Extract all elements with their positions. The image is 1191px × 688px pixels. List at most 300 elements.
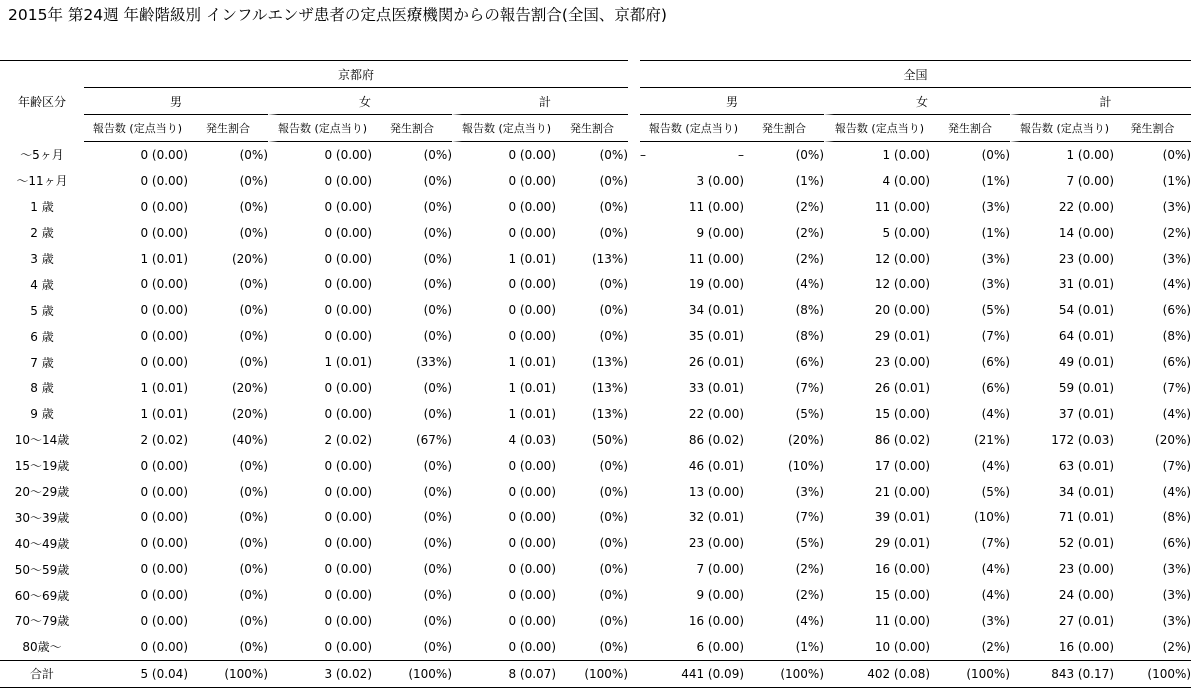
national-total-ratio: (2%) — [1162, 639, 1191, 654]
kyoto-female-reports: 0 (0.00) — [324, 380, 372, 395]
national-male-reports: 86 (0.02) — [688, 432, 745, 447]
national-total-reports: 16 (0.00) — [1058, 639, 1115, 654]
table-row — [0, 142, 1191, 168]
national-total-reports: 24 (0.00) — [1058, 588, 1115, 603]
region-gap — [628, 453, 640, 479]
national-female-reports: 26 (0.01) — [874, 380, 931, 395]
national-male-ratio: (20%) — [787, 432, 825, 447]
national-female-ratio: (0%) — [981, 147, 1011, 162]
kyoto-male-ratio: (0%) — [239, 536, 268, 551]
kyoto-female-reports: 0 (0.00) — [324, 147, 372, 162]
national-male-reports: 7 (0.00) — [696, 562, 745, 577]
table-row — [0, 479, 1191, 505]
national-male-dash — [640, 323, 664, 349]
kyoto-female-ratio: (0%) — [423, 329, 452, 344]
table-row — [0, 556, 1191, 582]
header-row-metrics — [0, 115, 1191, 142]
national-male-dash — [640, 530, 664, 556]
national-female-ratio: (100%) — [930, 660, 1010, 688]
kyoto-female-ratio: (0%) — [423, 303, 452, 318]
national-total-reports: 14 (0.00) — [1058, 225, 1115, 240]
kyoto-male-reports: 5 (0.04) — [84, 660, 188, 688]
national-male-reports: 35 (0.01) — [688, 329, 745, 344]
kyoto-male-reports: 0 (0.00) — [140, 510, 188, 525]
national-male-dash — [640, 401, 664, 427]
kyoto-female-ratio-header: 発生割合 — [372, 115, 452, 142]
kyoto-female-ratio: (0%) — [423, 277, 452, 292]
national-male-ratio: (6%) — [795, 355, 825, 370]
national-female-ratio: (4%) — [981, 406, 1011, 421]
age-cell: 8 歳 — [30, 381, 54, 396]
kyoto-male-reports: 0 (0.00) — [140, 329, 188, 344]
kyoto-male-ratio-header: 発生割合 — [188, 115, 268, 142]
national-female-reports: 86 (0.02) — [874, 432, 931, 447]
kyoto-male-reports: 0 (0.00) — [140, 225, 188, 240]
national-female-reports: 15 (0.00) — [874, 588, 931, 603]
national-male-reports: 3 (0.00) — [696, 173, 745, 188]
national-total-reports: 63 (0.01) — [1058, 458, 1115, 473]
age-cell: ～11ヶ月 — [16, 174, 68, 189]
kyoto-female-reports: 0 (0.00) — [324, 613, 372, 628]
region-gap — [628, 115, 640, 142]
national-female-ratio: (3%) — [981, 613, 1011, 628]
national-male-dash — [640, 194, 664, 220]
national-total-reports: 71 (0.01) — [1058, 510, 1115, 525]
kyoto-male-header: 男 — [84, 88, 268, 115]
kyoto-total-reports: 8 (0.07) — [452, 660, 556, 688]
kyoto-male-reports: 0 (0.00) — [140, 458, 188, 473]
region-gap — [628, 504, 640, 530]
national-total-ratio: (100%) — [1114, 660, 1191, 688]
age-cell: 3 歳 — [30, 252, 54, 266]
national-male-dash — [640, 220, 664, 246]
kyoto-total-reports: 0 (0.00) — [508, 613, 556, 628]
national-total-ratio: (2%) — [1162, 225, 1191, 240]
kyoto-male-reports: 1 (0.01) — [140, 251, 188, 266]
national-total-reports: 23 (0.00) — [1058, 562, 1115, 577]
national-male-reports: 11 (0.00) — [688, 251, 745, 266]
kyoto-female-reports: 0 (0.00) — [324, 251, 372, 266]
national-male-reports: 441 (0.09) — [664, 660, 744, 688]
national-male-dash — [640, 168, 664, 194]
region-gap — [628, 323, 640, 349]
national-male-ratio: (2%) — [795, 251, 825, 266]
table-row — [0, 168, 1191, 194]
national-male-reports: 46 (0.01) — [688, 458, 745, 473]
kyoto-total-ratio: (0%) — [599, 199, 629, 214]
national-female-reports: 20 (0.00) — [874, 303, 931, 318]
national-male-header: 男 — [640, 88, 824, 115]
kyoto-total-ratio: (0%) — [599, 277, 629, 292]
national-male-reports: 33 (0.01) — [688, 380, 745, 395]
national-female-ratio: (4%) — [981, 458, 1011, 473]
national-female-ratio: (1%) — [981, 173, 1011, 188]
national-female-reports: 16 (0.00) — [874, 562, 931, 577]
kyoto-total-reports: 0 (0.00) — [508, 173, 556, 188]
kyoto-total-reports: 0 (0.00) — [508, 510, 556, 525]
kyoto-total-reports: 0 (0.00) — [508, 225, 556, 240]
national-total-ratio: (3%) — [1162, 613, 1191, 628]
kyoto-female-ratio: (0%) — [423, 147, 452, 162]
kyoto-total-ratio: (0%) — [599, 225, 629, 240]
kyoto-total-ratio: (0%) — [599, 588, 629, 603]
national-male-dash — [640, 634, 664, 660]
table-row — [0, 220, 1191, 246]
header-row-sex — [0, 88, 1191, 115]
kyoto-male-reports: 0 (0.00) — [140, 613, 188, 628]
national-male-reports: 19 (0.00) — [688, 277, 745, 292]
kyoto-female-reports: 3 (0.02) — [268, 660, 372, 688]
national-male-dash — [640, 556, 664, 582]
kyoto-total-reports: 0 (0.00) — [508, 484, 556, 499]
kyoto-female-reports: 0 (0.00) — [324, 458, 372, 473]
kyoto-total-ratio: (13%) — [591, 380, 629, 395]
national-male-ratio: (1%) — [795, 639, 825, 654]
national-male-reports: 9 (0.00) — [696, 225, 745, 240]
national-female-reports: 11 (0.00) — [874, 613, 931, 628]
kyoto-total-reports: 0 (0.00) — [508, 458, 556, 473]
age-cell: 15～19歳 — [14, 459, 70, 474]
age-cell: 10～14歳 — [14, 433, 70, 448]
national-total-reports: 64 (0.01) — [1058, 329, 1115, 344]
kyoto-male-ratio: (20%) — [231, 380, 268, 395]
kyoto-male-reports: 2 (0.02) — [140, 432, 188, 447]
kyoto-male-reports: 0 (0.00) — [140, 199, 188, 214]
kyoto-female-ratio: (0%) — [423, 380, 452, 395]
region-gap — [628, 88, 640, 115]
kyoto-female-reports: 1 (0.01) — [324, 355, 372, 370]
region-gap — [628, 271, 640, 297]
region-gap — [628, 349, 640, 375]
kyoto-female-reports: 0 (0.00) — [324, 329, 372, 344]
kyoto-male-ratio: (0%) — [239, 329, 268, 344]
national-female-ratio: (10%) — [973, 510, 1011, 525]
national-female-reports: 11 (0.00) — [874, 199, 931, 214]
national-male-ratio: (2%) — [795, 225, 825, 240]
kyoto-female-ratio: (0%) — [423, 536, 452, 551]
national-total-ratio: (8%) — [1162, 329, 1191, 344]
table-row — [0, 427, 1191, 453]
header-row-region — [0, 60, 1191, 88]
kyoto-female-reports: 0 (0.00) — [324, 562, 372, 577]
national-male-ratio: (0%) — [795, 147, 825, 162]
national-total-ratio: (3%) — [1162, 562, 1191, 577]
national-female-reports: 12 (0.00) — [874, 251, 931, 266]
kyoto-male-ratio: (0%) — [239, 303, 268, 318]
kyoto-total-ratio: (0%) — [599, 639, 629, 654]
age-column-header: 年齢区分 — [0, 60, 84, 142]
kyoto-total-ratio: (0%) — [599, 173, 629, 188]
region-gap — [628, 608, 640, 634]
national-male-ratio: (2%) — [795, 588, 825, 603]
national-female-reports: 21 (0.00) — [874, 484, 931, 499]
kyoto-male-reports: 0 (0.00) — [140, 147, 188, 162]
national-total-ratio: (3%) — [1162, 251, 1191, 266]
national-male-dash — [640, 453, 664, 479]
kyoto-male-ratio: (0%) — [239, 458, 268, 473]
national-total-ratio: (20%) — [1155, 432, 1191, 447]
kyoto-female-reports: 0 (0.00) — [324, 225, 372, 240]
kyoto-total-reports: 0 (0.00) — [508, 588, 556, 603]
table-row — [0, 608, 1191, 634]
national-total-ratio: (3%) — [1162, 588, 1191, 603]
national-total-reports: 1 (0.00) — [1066, 147, 1115, 162]
kyoto-female-ratio: (33%) — [415, 355, 452, 370]
national-female-reports: 4 (0.00) — [882, 173, 931, 188]
national-male-dash: – — [640, 147, 647, 162]
kyoto-total-reports: 0 (0.00) — [508, 199, 556, 214]
region-gap — [628, 60, 640, 88]
kyoto-female-ratio: (0%) — [423, 199, 452, 214]
table-row — [0, 453, 1191, 479]
national-female-reports: 29 (0.01) — [874, 329, 931, 344]
national-total-reports: 843 (0.17) — [1010, 660, 1114, 688]
national-male-ratio: (2%) — [795, 199, 825, 214]
influenza-age-table — [0, 60, 1191, 688]
kyoto-total-ratio: (100%) — [556, 660, 628, 688]
region-gap — [628, 479, 640, 505]
national-female-reports: 402 (0.08) — [824, 660, 930, 688]
national-male-reports: 26 (0.01) — [688, 355, 745, 370]
national-male-reports: – — [738, 147, 745, 162]
kyoto-male-ratio: (20%) — [231, 406, 268, 421]
national-total-reports: 37 (0.01) — [1058, 406, 1115, 421]
kyoto-female-ratio: (67%) — [415, 432, 452, 447]
region-gap — [628, 530, 640, 556]
kyoto-male-ratio: (0%) — [239, 613, 268, 628]
national-female-ratio: (3%) — [981, 199, 1011, 214]
national-male-ratio: (5%) — [795, 406, 825, 421]
national-female-header: 女 — [824, 88, 1010, 115]
age-cell: 50～59歳 — [14, 562, 70, 577]
national-female-ratio: (4%) — [981, 588, 1011, 603]
age-cell: 5 歳 — [30, 303, 54, 318]
age-cell: 60～69歳 — [14, 588, 70, 603]
kyoto-male-ratio: (0%) — [239, 484, 268, 499]
table-row — [0, 194, 1191, 220]
national-male-ratio: (10%) — [787, 458, 825, 473]
table-row — [0, 634, 1191, 660]
national-total-ratio: (6%) — [1162, 303, 1191, 318]
kyoto-male-ratio: (0%) — [239, 510, 268, 525]
kyoto-total-ratio: (13%) — [591, 251, 629, 266]
national-male-ratio: (8%) — [795, 303, 825, 318]
kyoto-male-reports: 0 (0.00) — [140, 562, 188, 577]
kyoto-total-ratio: (0%) — [599, 329, 629, 344]
national-female-ratio: (5%) — [981, 484, 1011, 499]
national-male-reports: 11 (0.00) — [688, 199, 745, 214]
kyoto-male-ratio: (0%) — [239, 562, 268, 577]
kyoto-total-reports: 1 (0.01) — [508, 406, 556, 421]
age-cell: 9 歳 — [30, 407, 54, 422]
table-row — [0, 297, 1191, 323]
kyoto-female-reports: 0 (0.00) — [324, 536, 372, 551]
kyoto-male-reports: 1 (0.01) — [140, 406, 188, 421]
national-male-ratio-header: 発生割合 — [744, 115, 824, 142]
national-male-dash — [640, 297, 664, 323]
national-female-reports: 23 (0.00) — [874, 355, 931, 370]
kyoto-male-reports: 1 (0.01) — [140, 380, 188, 395]
kyoto-male-reports: 0 (0.00) — [140, 639, 188, 654]
national-male-ratio: (5%) — [795, 536, 825, 551]
kyoto-male-reports: 0 (0.00) — [140, 173, 188, 188]
national-male-dash — [640, 349, 664, 375]
national-total-reports: 172 (0.03) — [1051, 432, 1115, 447]
national-female-ratio: (21%) — [973, 432, 1011, 447]
kyoto-female-reports: 2 (0.02) — [324, 432, 372, 447]
national-total-reports: 7 (0.00) — [1066, 173, 1115, 188]
age-cell: 1 歳 — [30, 200, 54, 215]
national-male-reports: 23 (0.00) — [688, 536, 745, 551]
kyoto-total-ratio: (50%) — [591, 432, 629, 447]
national-female-ratio: (7%) — [981, 329, 1011, 344]
national-total-ratio: (4%) — [1162, 277, 1191, 292]
national-total-reports-header: 報告数 (定点当り) — [1010, 115, 1114, 142]
age-cell: 20～29歳 — [14, 485, 70, 500]
national-total-reports: 59 (0.01) — [1058, 380, 1115, 395]
kyoto-total-reports: 0 (0.00) — [508, 639, 556, 654]
national-total-reports: 23 (0.00) — [1058, 251, 1115, 266]
national-male-ratio: (2%) — [795, 562, 825, 577]
kyoto-female-ratio: (0%) — [423, 639, 452, 654]
national-female-reports: 17 (0.00) — [874, 458, 931, 473]
region-gap — [628, 194, 640, 220]
kyoto-female-reports: 0 (0.00) — [324, 639, 372, 654]
kyoto-total-reports: 0 (0.00) — [508, 277, 556, 292]
national-total-header: 計 — [1010, 88, 1191, 115]
table-row — [0, 375, 1191, 401]
kyoto-total-ratio: (13%) — [591, 355, 629, 370]
kyoto-male-reports: 0 (0.00) — [140, 355, 188, 370]
national-female-ratio: (6%) — [981, 355, 1011, 370]
national-total-ratio: (6%) — [1162, 355, 1191, 370]
national-female-ratio: (3%) — [981, 251, 1011, 266]
national-male-dash — [640, 660, 664, 688]
national-male-reports-header: 報告数 (定点当り) — [640, 115, 744, 142]
national-male-reports: 13 (0.00) — [688, 484, 745, 499]
kyoto-male-ratio: (0%) — [239, 639, 268, 654]
table-row — [0, 530, 1191, 556]
national-total-reports: 34 (0.01) — [1058, 484, 1115, 499]
national-male-dash — [640, 246, 664, 272]
kyoto-total-ratio: (0%) — [599, 613, 629, 628]
kyoto-female-reports: 0 (0.00) — [324, 173, 372, 188]
kyoto-male-ratio: (40%) — [231, 432, 268, 447]
kyoto-total-ratio: (0%) — [599, 458, 629, 473]
kyoto-male-ratio: (20%) — [231, 251, 268, 266]
national-female-ratio: (6%) — [981, 380, 1011, 395]
age-cell: 80歳～ — [22, 640, 62, 655]
national-total-reports: 27 (0.01) — [1058, 613, 1115, 628]
kyoto-total-ratio: (0%) — [599, 510, 629, 525]
kyoto-female-reports: 0 (0.00) — [324, 277, 372, 292]
kyoto-total-ratio-header: 発生割合 — [556, 115, 628, 142]
age-cell: 7 歳 — [30, 355, 54, 370]
kyoto-male-reports: 0 (0.00) — [140, 588, 188, 603]
region-gap — [628, 634, 640, 660]
national-female-ratio: (4%) — [981, 562, 1011, 577]
national-total-ratio: (7%) — [1162, 458, 1191, 473]
kyoto-total-ratio: (0%) — [599, 562, 629, 577]
age-cell: 4 歳 — [30, 277, 54, 292]
national-female-reports: 1 (0.00) — [882, 147, 931, 162]
age-cell: 2 歳 — [30, 226, 54, 241]
kyoto-male-reports: 0 (0.00) — [140, 484, 188, 499]
kyoto-female-ratio: (0%) — [423, 225, 452, 240]
kyoto-total-reports-header: 報告数 (定点当り) — [452, 115, 556, 142]
table-row — [0, 246, 1191, 272]
region-gap — [628, 168, 640, 194]
kyoto-male-reports-header: 報告数 (定点当り) — [84, 115, 188, 142]
kyoto-female-ratio: (0%) — [423, 173, 452, 188]
kyoto-male-reports: 0 (0.00) — [140, 536, 188, 551]
age-cell: 30～39歳 — [14, 510, 70, 525]
national-female-reports: 15 (0.00) — [874, 406, 931, 421]
national-total-reports: 52 (0.01) — [1058, 536, 1115, 551]
kyoto-total-ratio: (13%) — [591, 406, 629, 421]
table-row — [0, 504, 1191, 530]
kyoto-total-reports: 0 (0.00) — [508, 303, 556, 318]
national-male-dash — [640, 582, 664, 608]
region-gap — [628, 556, 640, 582]
kyoto-total-ratio: (0%) — [599, 303, 629, 318]
table-row — [0, 401, 1191, 427]
kyoto-total-header: 計 — [452, 88, 628, 115]
national-male-reports: 16 (0.00) — [688, 613, 745, 628]
kyoto-female-reports: 0 (0.00) — [324, 199, 372, 214]
national-male-ratio: (4%) — [795, 277, 825, 292]
national-male-ratio: (4%) — [795, 613, 825, 628]
kyoto-total-reports: 0 (0.00) — [508, 536, 556, 551]
kyoto-total-reports: 1 (0.01) — [508, 251, 556, 266]
region-gap — [628, 401, 640, 427]
kyoto-female-reports: 0 (0.00) — [324, 406, 372, 421]
kyoto-male-ratio: (0%) — [239, 225, 268, 240]
national-total-reports: 22 (0.00) — [1058, 199, 1115, 214]
kyoto-female-reports-header: 報告数 (定点当り) — [268, 115, 372, 142]
region-gap — [628, 582, 640, 608]
national-total-ratio: (6%) — [1162, 536, 1191, 551]
table-row — [0, 271, 1191, 297]
national-total-ratio: (0%) — [1162, 147, 1191, 162]
national-total-ratio: (8%) — [1162, 510, 1191, 525]
national-male-dash — [640, 427, 664, 453]
table-row — [0, 349, 1191, 375]
kyoto-total-ratio: (0%) — [599, 147, 629, 162]
kyoto-total-reports: 0 (0.00) — [508, 147, 556, 162]
kyoto-total-reports: 0 (0.00) — [508, 329, 556, 344]
national-female-ratio: (1%) — [981, 225, 1011, 240]
national-male-ratio: (100%) — [744, 660, 824, 688]
kyoto-male-ratio: (0%) — [239, 588, 268, 603]
kyoto-total-ratio: (0%) — [599, 536, 629, 551]
kyoto-female-ratio: (0%) — [423, 251, 452, 266]
kyoto-total-ratio: (0%) — [599, 484, 629, 499]
kyoto-female-ratio: (0%) — [423, 588, 452, 603]
national-male-dash — [640, 271, 664, 297]
national-male-reports: 22 (0.00) — [688, 406, 745, 421]
kyoto-male-ratio: (0%) — [239, 355, 268, 370]
kyoto-female-reports: 0 (0.00) — [324, 484, 372, 499]
kyoto-female-ratio: (100%) — [372, 660, 452, 688]
national-total-ratio-header: 発生割合 — [1114, 115, 1191, 142]
national-male-reports: 6 (0.00) — [696, 639, 745, 654]
kyoto-header: 京都府 — [84, 60, 628, 88]
kyoto-female-header: 女 — [268, 88, 452, 115]
region-gap — [628, 246, 640, 272]
kyoto-female-ratio: (0%) — [423, 458, 452, 473]
age-cell: 合計 — [0, 660, 84, 688]
